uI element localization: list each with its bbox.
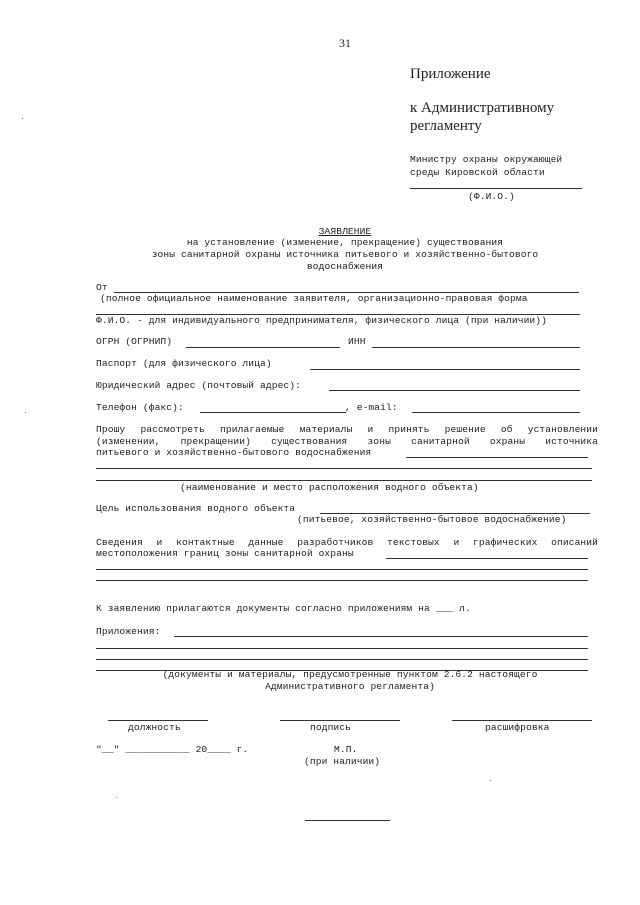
from-caption: (полное официальное наименование заявителя, организационно-правовая форма — [100, 293, 528, 304]
signature-caption: подпись — [310, 722, 352, 733]
document-title: ЗАЯВЛЕНИЕ — [318, 226, 372, 237]
email-label: , e-mail: — [345, 402, 398, 413]
request-text-line2: (изменении, прекращении) существования зоны санитарной охраны источника — [96, 436, 598, 447]
water-object-field-2[interactable] — [96, 468, 592, 469]
developers-field-1[interactable] — [386, 558, 588, 559]
developers-text-line2: местоположения границ зоны санитарной охраны — [96, 548, 354, 559]
scan-speck — [116, 797, 117, 798]
inn-label: ИНН — [348, 336, 366, 347]
phone-label: Телефон (факс): — [96, 402, 184, 413]
title-line2: зоны санитарной охраны источника питьевого и хозяйственно-бытового — [151, 249, 539, 260]
stamp-note: (при наличии) — [304, 756, 381, 767]
decoding-caption: расшифровка — [485, 722, 550, 733]
addressee-line2: среды Кировской области — [410, 167, 545, 178]
phone-field[interactable] — [200, 412, 346, 413]
page-number: 31 — [339, 36, 351, 50]
address-field[interactable] — [329, 390, 580, 391]
footer-line — [305, 820, 390, 821]
fio-type-caption: Ф.И.О. - для индивидуального предпринимателя, физического лица (при наличии)) — [96, 315, 548, 326]
stamp-label: М.П. — [334, 744, 358, 755]
from-label: От — [96, 282, 108, 293]
developers-text-line1: Сведения и контактные данные разработчиков текстовых и графических описаний — [96, 537, 598, 548]
request-text-line1: Прошу рассмотреть прилагаемые материалы и принять решение об установлении — [96, 424, 598, 435]
scan-speck — [490, 780, 491, 781]
attachments-field-3[interactable] — [96, 659, 588, 660]
signature-line[interactable] — [280, 720, 400, 721]
purpose-label: Цель использования водного объекта — [96, 503, 296, 514]
fio-line — [410, 188, 582, 189]
water-object-caption: (наименование и место расположения водного объекта) — [180, 482, 479, 493]
attachments-label: Приложения: — [96, 626, 161, 637]
appendix-subtitle-line1: к Административному — [410, 100, 555, 116]
ogrn-label: ОГРН (ОГРНИП) — [96, 336, 173, 347]
purpose-caption: (питьевое, хозяйственно-бытовое водоснабжение) — [297, 514, 567, 525]
title-line3: водоснабжения — [306, 261, 384, 272]
inn-field[interactable] — [372, 347, 580, 348]
attached-text: К заявлению прилагаются документы согласно приложениям на ___ л. — [96, 603, 471, 614]
passport-field[interactable] — [310, 369, 580, 370]
position-caption: должность — [128, 722, 181, 733]
water-object-field-3[interactable] — [96, 480, 592, 481]
fio-caption: (Ф.И.О.) — [468, 191, 515, 202]
documents-caption-line1: (документы и материалы, предусмотренные пунктом 2.6.2 настоящего — [162, 669, 538, 680]
documents-caption-line2: Административного регламента) — [265, 681, 435, 692]
address-label: Юридический адрес (почтовый адрес): — [96, 380, 302, 391]
request-text-line3: питьевого и хозяйственно-бытового водоснабжения — [96, 447, 372, 458]
addressee-line1: Министру охраны окружающей — [410, 154, 563, 165]
attachments-field-2[interactable] — [96, 648, 588, 649]
water-object-field-1[interactable] — [406, 457, 588, 458]
position-line[interactable] — [108, 720, 208, 721]
scan-speck — [25, 412, 26, 413]
developers-field-3[interactable] — [96, 580, 588, 581]
title-line1: на установление (изменение, прекращение) существования — [186, 237, 504, 248]
decoding-line[interactable] — [452, 720, 592, 721]
date-field[interactable]: "__" ___________ 20____ г. — [96, 744, 249, 755]
email-field[interactable] — [412, 412, 580, 413]
appendix-subtitle-line2: регламенту — [410, 118, 482, 134]
attachments-field-1[interactable] — [174, 636, 588, 637]
appendix-title: Приложение — [410, 66, 491, 82]
passport-label: Паспорт (для физического лица) — [96, 358, 272, 369]
scan-speck — [22, 118, 23, 119]
developers-field-2[interactable] — [96, 569, 588, 570]
ogrn-field[interactable] — [186, 347, 340, 348]
